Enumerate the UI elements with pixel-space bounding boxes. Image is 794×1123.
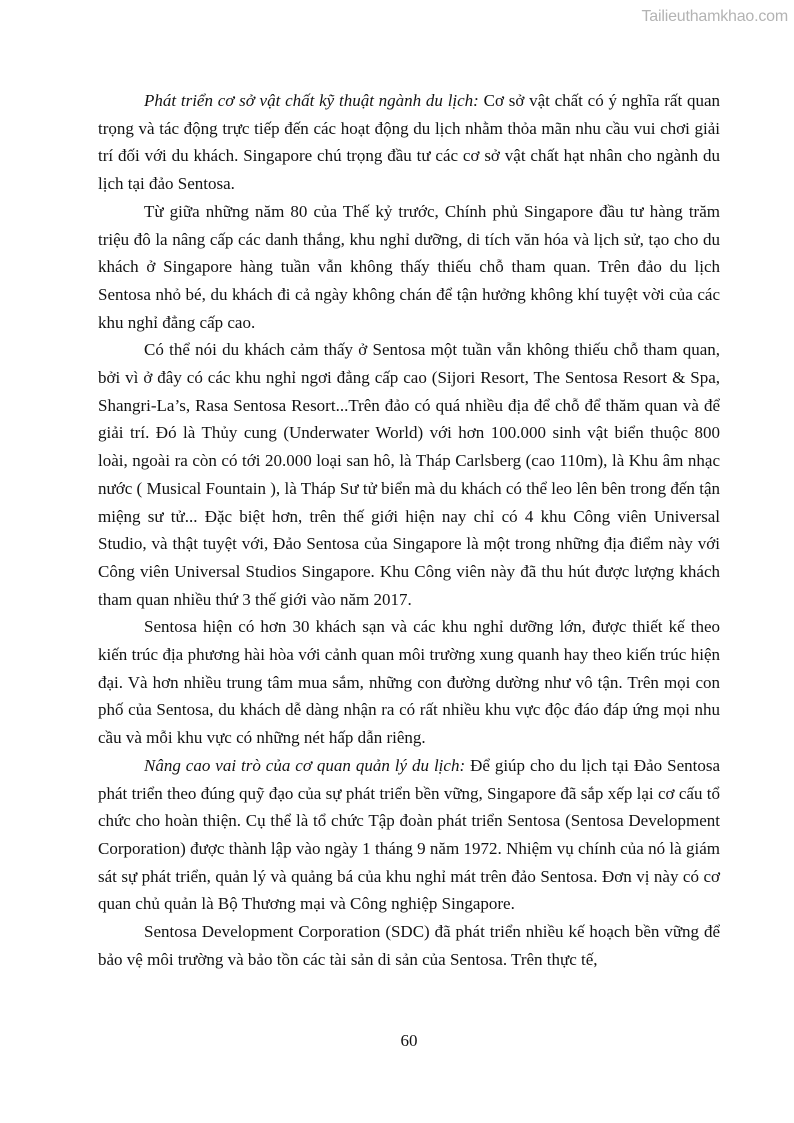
paragraph: Nâng cao vai trò của cơ quan quản lý du lịch: Để giúp cho du lịch tại Đảo Sentosa phát triển theo đúng quỹ đạo của sự phát triển bền vững, Singapore đã sắp xếp lại cơ cấu tổ chức cho hoàn thiện. Cụ thể là tổ chức Tập đoàn phát triển Sentosa (Sentosa Development Corporation) được thành lập vào ngày 1 tháng 9 năm 1972. Nhiệm vụ chính của nó là giám sát sự phát triển, quản lý và quảng bá của khu nghỉ mát trên đảo Sentosa. Đơn vị này có cơ quan chủ quản là Bộ Thương mại và Công nghiệp Singapore. xyxy=(98,755,721,914)
watermark-text: Tailieuthamkhao.com xyxy=(641,8,788,25)
paragraph: Có thể nói du khách cảm thấy ở Sentosa một tuần vẫn không thiếu chỗ tham quan, bởi vì ở đây có các khu nghỉ ngơi đẳng cấp cao (Sijori Resort, The Sentosa Resort & Spa, Shangri-La’s, Rasa Sentosa Resort...Trên đảo có quá nhiều địa để chỗ để thăm quan và để giải trí. Đó là Thủy cung (Underwater World) với hơn 100.000 sinh vật biển thuộc 800 loài, ngoài ra còn có tới 20.000 loại san hô, là Tháp Carlsberg (cao 110m), là Khu âm nhạc nước ( Musical Fountain ), là Tháp Sư tử biển mà du khách có thể leo lên bên trong đến tận miệng sư tử... Đặc biệt hơn, trên thế giới hiện nay chỉ có 4 khu Công viên Universal Studio, và thật tuyệt với, Đảo Sentosa của Singapore là một trong những địa điểm này với Công viên Universal Studios Singapore. Khu Công viên này đã thu hút được lượng khách tham quan nhiều thứ 3 thế giới vào năm 2017. xyxy=(98,340,720,609)
paragraph: Sentosa Development Corporation (SDC) đã phát triển nhiều kế hoạch bền vững để bảo vệ môi trường và bảo tồn các tài sản di sản của Sentosa. Trên thực tế, xyxy=(98,922,720,969)
paragraph: Phát triển cơ sở vật chất kỹ thuật ngành du lịch: Cơ sở vật chất có ý nghĩa rất quan trọng và tác động trực tiếp đến các hoạt động du lịch nhằm thỏa mãn nhu cầu vui chơi giải trí đối với du khách. Singapore chú trọng đầu tư các cơ sở vật chất hạt nhân cho ngành du lịch tại đảo Sentosa. xyxy=(98,91,720,194)
page-number: 60 xyxy=(400,1031,418,1050)
paragraph-lead: Nâng cao vai trò của cơ quan quản lý du lịch: xyxy=(144,755,471,775)
paragraph-lead: Phát triển cơ sở vật chất kỹ thuật ngành du lịch: xyxy=(144,91,484,110)
document-body xyxy=(98,87,720,974)
paragraph: Từ giữa những năm 80 của Thế kỷ trước, Chính phủ Singapore đầu tư hàng trăm triệu đô la nâng cấp các danh thắng, khu nghỉ dưỡng, di tích văn hóa và lịch sử, tạo cho du khách ở Singapore hàng tuần vẫn không thấy thiếu chỗ tham quan. Trên đảo du lịch Sentosa nhỏ bé, du khách đi cả ngày không chán để tận hưởng không khí tuyệt vời của các khu nghỉ đẳng cấp cao. xyxy=(98,201,720,332)
paragraph: Sentosa hiện có hơn 30 khách sạn và các khu nghỉ dưỡng lớn, được thiết kế theo kiến trúc địa phương hài hòa với cảnh quan môi trường xung quanh hay theo kiến trúc hiện đại. Và hơn nhiều trung tâm mua sắm, những con đường dường như vô tận. Trên mọi con phố của Sentosa, du khách dễ dàng nhận ra có rất nhiều khu vực độc đáo đáp ứng mọi nhu cầu và mỗi khu vực có những nét hấp dẫn riêng. xyxy=(98,617,720,748)
